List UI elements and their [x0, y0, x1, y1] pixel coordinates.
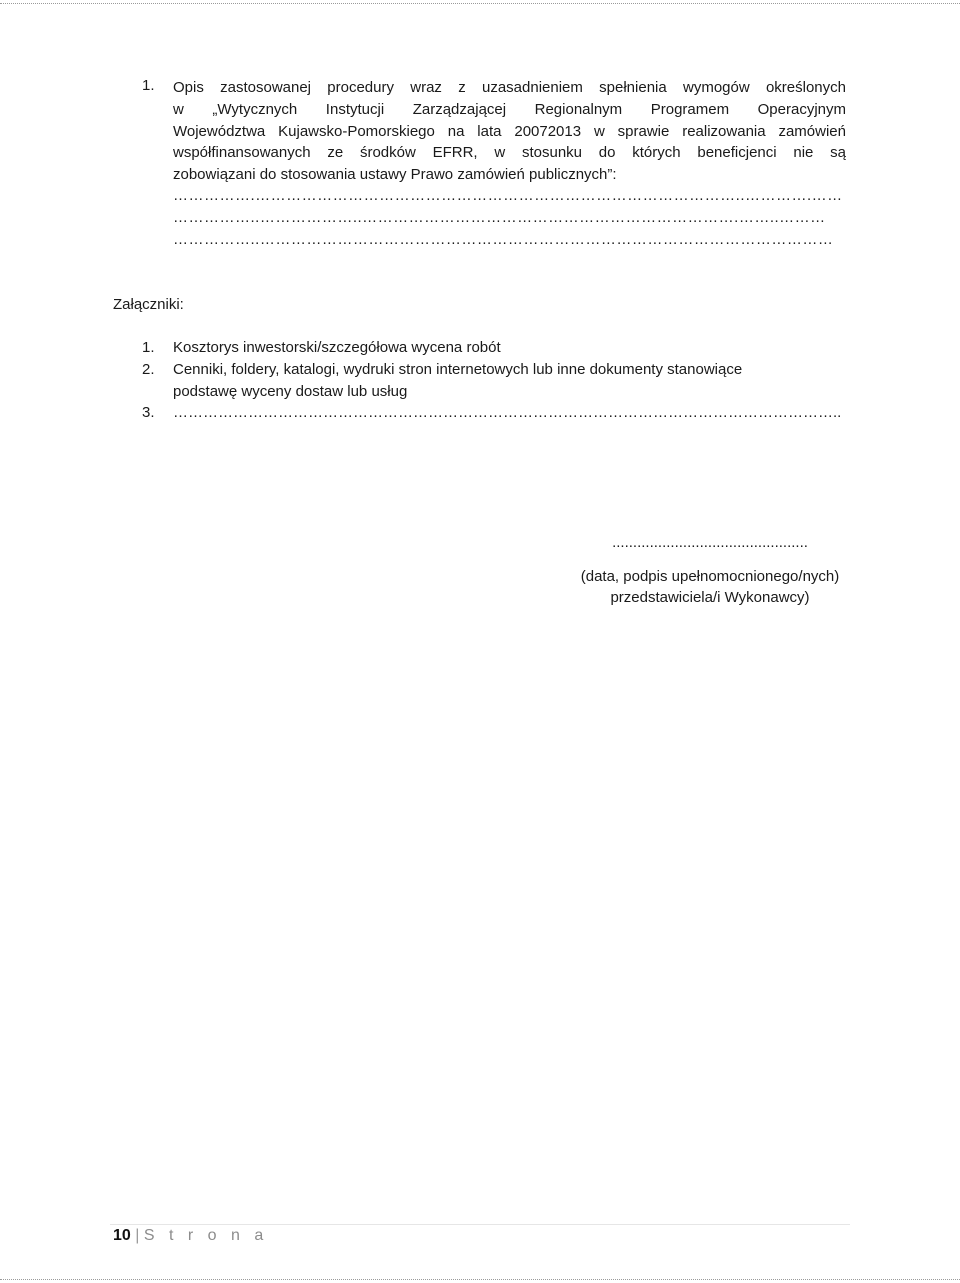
signature-caption-line-1: (data, podpis upełnomocnionego/nych) — [580, 568, 840, 585]
fill-in-dotted-line: ……………..………………………………………………………………………………………………… — [173, 231, 834, 248]
footer-separator: | — [135, 1227, 140, 1244]
paragraph-line: w „Wytycznych Instytucji Zarządzającej Regionalnym Programem Operacyjnym — [173, 100, 846, 118]
paragraph-line: współfinansowanych ze środków EFRR, w stosunku do których beneficjenci nie są — [173, 144, 846, 162]
attachments-heading: Załączniki: — [113, 296, 184, 313]
footer-label: S t r o n a — [143, 1227, 269, 1244]
attachment-number: 3. — [142, 404, 155, 421]
paragraph-line: Województwa Kujawsko-Pomorskiego na lata 20072013 w sprawie realizowania zamówień — [173, 122, 846, 140]
page-footer — [113, 1227, 268, 1245]
attachment-number: 1. — [142, 339, 155, 356]
section-number: 1. — [142, 77, 155, 94]
signature-caption-line-2: przedstawiciela/i Wykonawcy) — [610, 589, 810, 606]
fill-in-dotted-line: …………….…………………………………………………………………………………..………….…… — [173, 187, 843, 204]
attachment-number: 2. — [142, 361, 155, 378]
attachment-dotted-line: …………………………………………………………………………………………………………………….. — [173, 404, 842, 421]
attachment-text: Kosztorys inwestorski/szczegółowa wycena robót — [173, 339, 501, 356]
attachment-text: Cenniki, foldery, katalogi, wydruki stron internetowych lub inne dokumenty stanowiące — [173, 361, 743, 378]
attachment-text-continued: podstawę wyceny dostaw lub usług — [173, 383, 408, 400]
page-top-edge — [0, 3, 960, 4]
footer-rule — [110, 1224, 850, 1225]
section-1-paragraph — [173, 77, 846, 186]
paragraph-line: Opis zastosowanej procedury wraz z uzasadnieniem spełnienia wymogów określonych — [173, 79, 846, 96]
paragraph-line: zobowiązani do stosowania ustawy Prawo zamówień publicznych”: — [173, 166, 617, 184]
page-number: 10 — [113, 1227, 131, 1244]
signature-dots: ............................................... — [612, 534, 808, 551]
page-bottom-edge — [0, 1279, 960, 1280]
fill-in-dotted-line: ……………..………………..……………………………………………………………….……..……… — [173, 209, 826, 226]
